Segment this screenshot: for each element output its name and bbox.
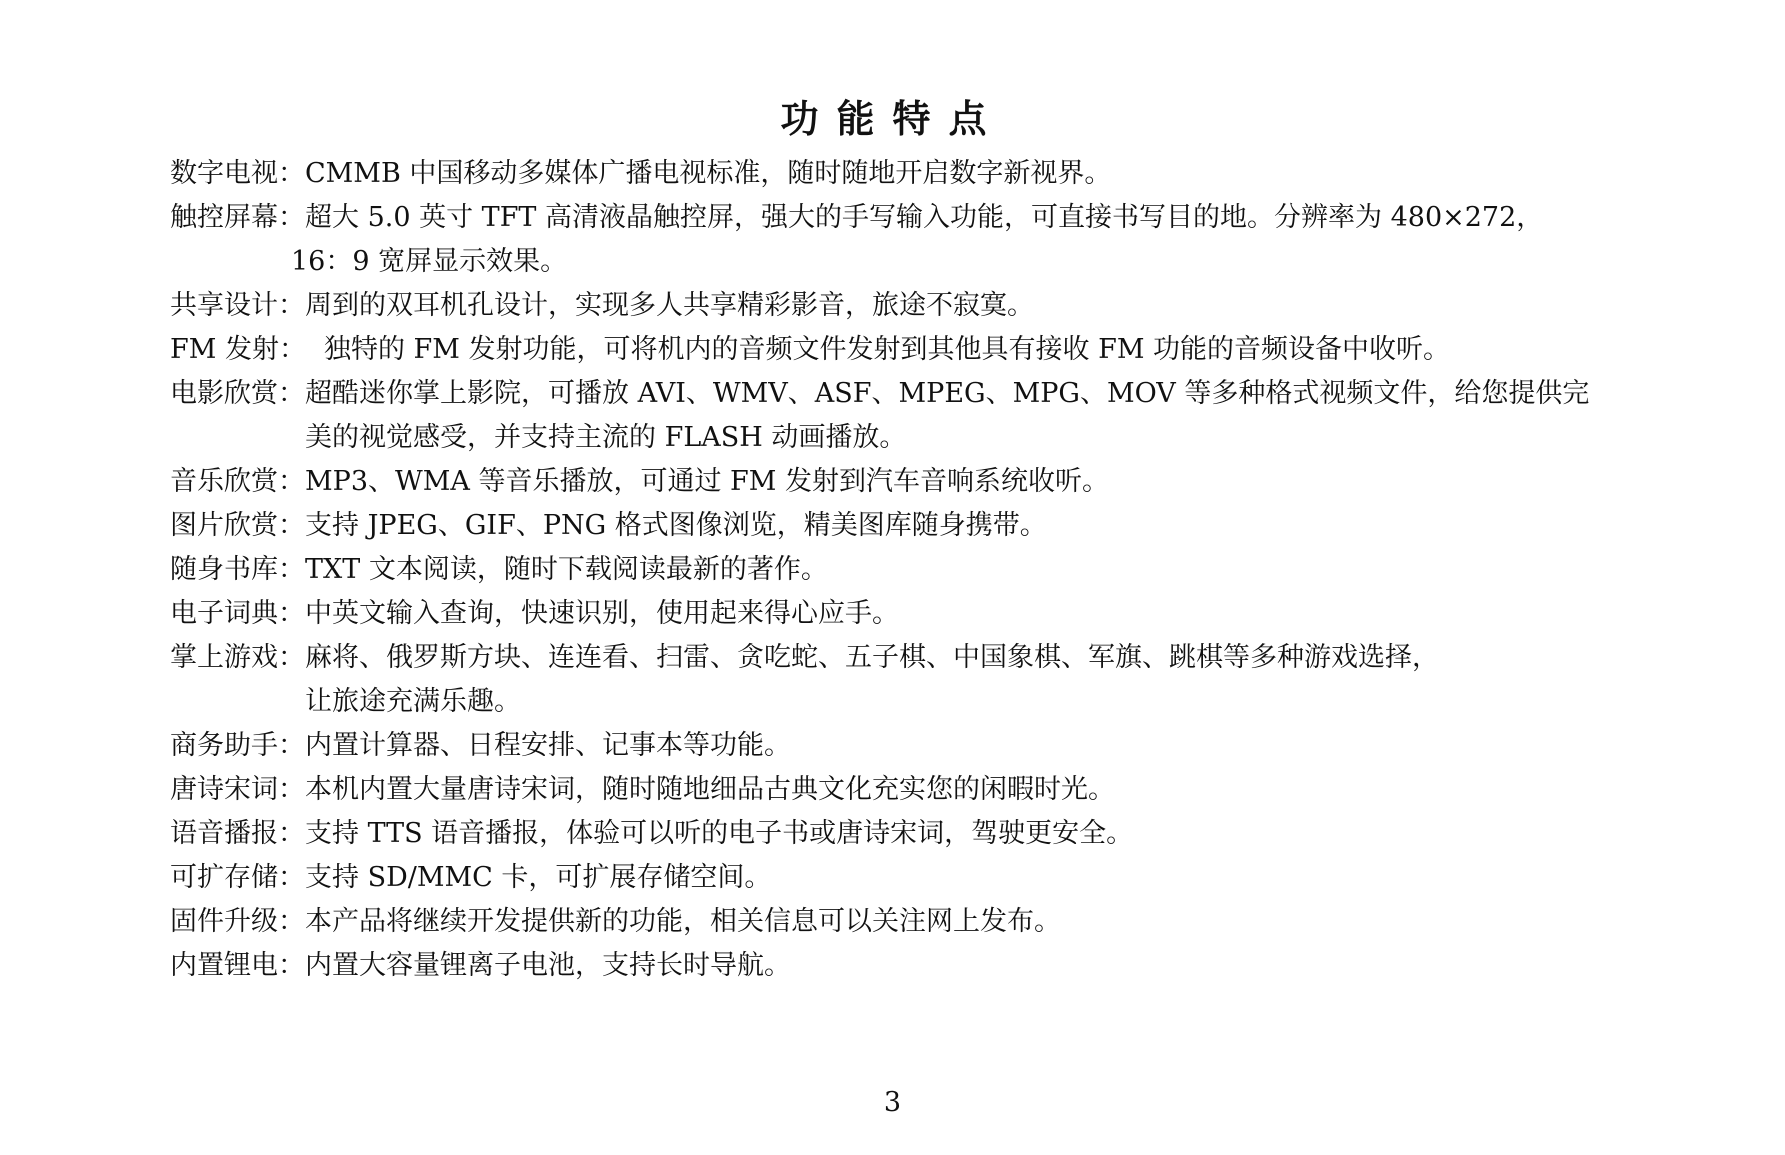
feature-description-line: 美的视觉感受，并支持主流的 FLASH 动画播放。 [305, 422, 907, 453]
feature-description [305, 548, 1640, 592]
feature-label: 唐诗宋词： [170, 774, 305, 805]
feature-description-line: 超酷迷你掌上影院，可播放 AVI、WMV、ASF、MPEG、MPG、MOV 等多种格式视频文件，给您提供完 [305, 378, 1590, 409]
feature-label: 固件升级： [170, 906, 305, 937]
feature-item [170, 504, 1640, 548]
feature-description-line: 本产品将继续开发提供新的功能，相关信息可以关注网上发布。 [305, 906, 1061, 937]
feature-description [305, 460, 1640, 504]
feature-item [170, 328, 1640, 372]
feature-description-line: CMMB 中国移动多媒体广播电视标准，随时随地开启数字新视界。 [305, 158, 1112, 189]
feature-description-line: 麻将、俄罗斯方块、连连看、扫雷、贪吃蛇、五子棋、中国象棋、军旗、跳棋等多种游戏选择， [305, 642, 1439, 673]
feature-item [170, 284, 1640, 328]
feature-label: 语音播报： [170, 818, 305, 849]
feature-label: 数字电视： [170, 158, 305, 189]
feature-description [305, 592, 1640, 636]
feature-item [170, 768, 1640, 812]
feature-description [305, 504, 1640, 548]
feature-item [170, 592, 1640, 636]
feature-description-line: 中英文输入查询，快速识别，使用起来得心应手。 [305, 598, 899, 629]
feature-item [170, 900, 1640, 944]
feature-description [305, 724, 1640, 768]
feature-description [291, 196, 1640, 284]
page-title: 功能特点 [780, 97, 1005, 141]
feature-item [170, 548, 1640, 592]
feature-description-line: 支持 JPEG、GIF、PNG 格式图像浏览，精美图库随身携带。 [305, 510, 1047, 541]
feature-description [324, 328, 1640, 372]
feature-label: 随身书库： [170, 554, 305, 585]
feature-description-line: 让旅途充满乐趣。 [305, 686, 521, 717]
feature-label: 可扩存储： [170, 862, 305, 893]
feature-list [170, 152, 1640, 988]
feature-item [170, 196, 1640, 284]
feature-label: 商务助手： [170, 730, 305, 761]
feature-description-line: MP3、WMA 等音乐播放，可通过 FM 发射到汽车音响系统收听。 [305, 466, 1110, 497]
feature-label: 电子词典： [170, 598, 305, 629]
feature-description [305, 812, 1640, 856]
feature-label: FM 发射： [170, 334, 306, 365]
feature-description-line: 周到的双耳机孔设计，实现多人共享精彩影音，旅途不寂寞。 [305, 290, 1034, 321]
feature-description [305, 152, 1640, 196]
feature-label: 触控屏幕： [170, 202, 305, 233]
feature-item [170, 372, 1640, 460]
feature-description-line: 内置大容量锂离子电池，支持长时导航。 [305, 950, 791, 981]
feature-item [170, 636, 1640, 724]
feature-description-line: 超大 5.0 英寸 TFT 高清液晶触控屏，强大的手写输入功能，可直接书写目的地。分辨率为 480×272， [305, 202, 1544, 233]
feature-description-line: 支持 TTS 语音播报，体验可以听的电子书或唐诗宋词，驾驶更安全。 [305, 818, 1134, 849]
feature-description [305, 856, 1640, 900]
feature-label: 掌上游戏： [170, 642, 305, 673]
feature-item [170, 856, 1640, 900]
feature-label: 共享设计： [170, 290, 305, 321]
feature-description-line: 16：9 宽屏显示效果。 [291, 246, 568, 277]
feature-description-line: 本机内置大量唐诗宋词，随时随地细品古典文化充实您的闲暇时光。 [305, 774, 1115, 805]
feature-label: 图片欣赏： [170, 510, 305, 541]
feature-description-line: 独特的 FM 发射功能，可将机内的音频文件发射到其他具有接收 FM 功能的音频设备中收听。 [323, 334, 1451, 365]
feature-label: 内置锂电： [170, 950, 305, 981]
feature-item [170, 152, 1640, 196]
feature-description-line: 内置计算器、日程安排、记事本等功能。 [305, 730, 791, 761]
feature-description [305, 372, 1640, 460]
feature-description-line: TXT 文本阅读，随时下载阅读最新的著作。 [305, 554, 828, 585]
feature-description-line: 支持 SD/MMC 卡，可扩展存储空间。 [305, 862, 772, 893]
feature-item [170, 812, 1640, 856]
feature-item [170, 460, 1640, 504]
feature-description [305, 944, 1640, 988]
feature-description [305, 284, 1640, 328]
feature-description [305, 900, 1640, 944]
feature-item [170, 944, 1640, 988]
feature-label: 电影欣赏： [170, 378, 305, 409]
feature-description [305, 636, 1640, 724]
feature-description [305, 768, 1640, 812]
page-number: 3 [883, 1087, 902, 1118]
feature-label: 音乐欣赏： [170, 466, 305, 497]
feature-item [170, 724, 1640, 768]
